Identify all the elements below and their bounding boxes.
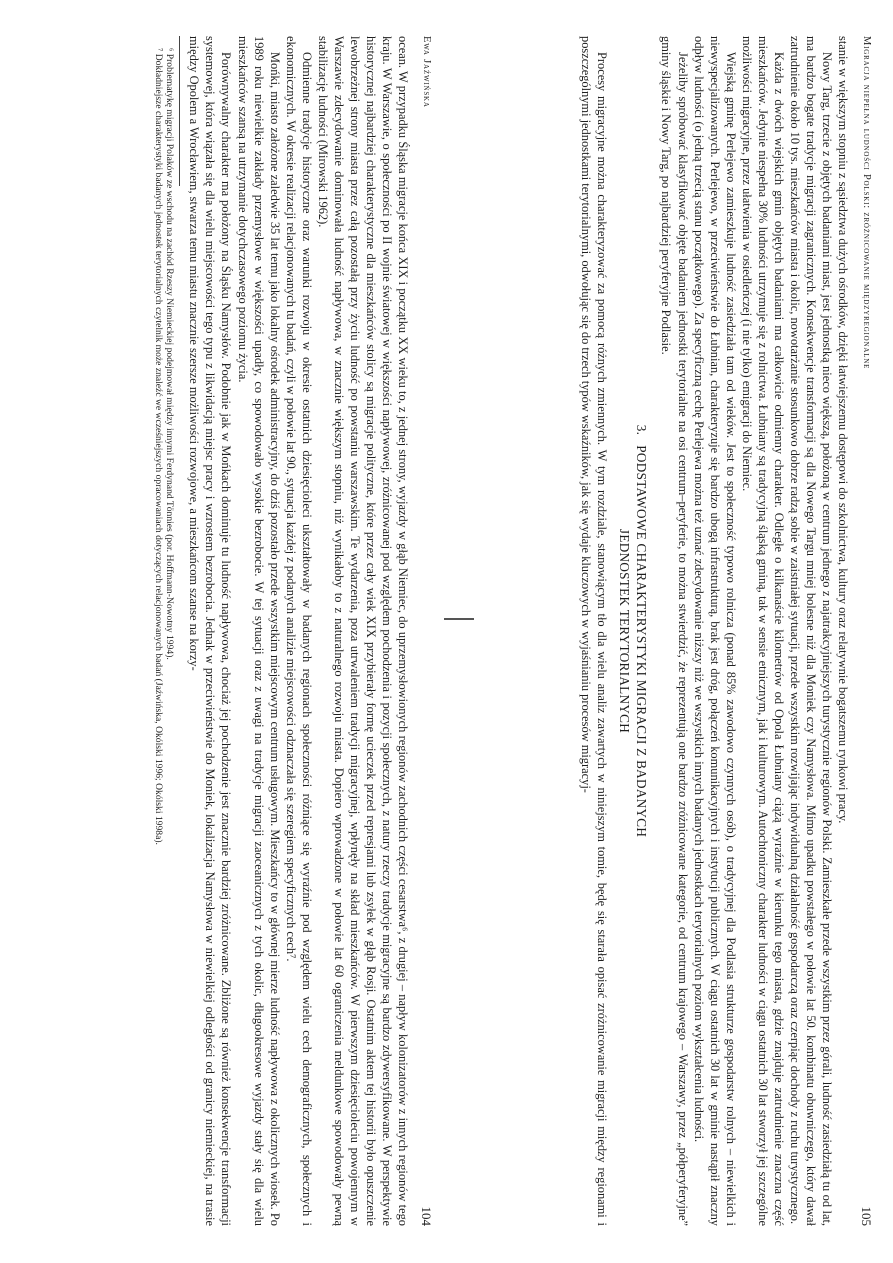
footnote-rule: [179, 36, 180, 186]
left-page-body: [20, 36, 411, 1226]
right-page: [460, 36, 875, 1226]
running-head-title: Migracja niepełna ludności Polski: zróżnicowanie międzyregionalne: [861, 36, 872, 370]
running-head-author: Ewa Jaźwińska: [421, 36, 432, 108]
paragraph: Każda z dwóch wiejskich gmin objętych badaniami ma całkowicie odmienny charakter. Odległe o kilkanaście kilometrów od Opola Łubniany ciążą wyraźnie w kierunku tego miasta, gdzie znajduje zatrudnienie znaczna część mieszkańców. Jedynie niespełna 30% ludności utrzymuje się z rolnictwa. Łubniany są tradycyjną śląską gminą, tak w sensie etnicznym, jak i kulturowym. Autochtoniczny charakter ludności w ciągu ostatnich 30 lat stworzył jej szczególne możliwości migracyjne, przez ułatwienia w osiedleńczej (i nie tylko) emigracji do Niemiec.: [739, 36, 786, 1226]
paragraph: Odmienne tradycje historyczne oraz warunki rozwoju w okresie ostatnich dziesięcioleci ukształtowały w badanych regionach społeczności różniące się wyraźnie pod względem wielu cech demograficznych, społecznych i ekonomicznych. W okresie realizacji relacjonowanych tu badań, czyli w połowie lat 90., sytuacja każdej z podanych analizie miejscowości odznaczała się szeregiem specyficznych cech⁷.: [283, 36, 314, 1226]
paragraph: ocean. W przypadku Śląska migracje końca XIX i początku XX wieku to, z jednej strony, wyjazdy w głąb Niemiec, do uprzemysłowionych regionów zachodnich części cesarstwa⁶, z drugiej – napływ kolonizatorów z innych regionów tego kraju. W Warszawie, o społeczności po II wojnie światowej w większości napływowej, zróżnicowanej pod względem pochodzenia i pozycji społecznych, z natury rzeczy tradycje migracyjne są bardzo zdywersyfikowane. W perspektywie historycznej najbardziej charakterystyczne dla mieszkańców stolicy są migracje polityczne, które przez cały wiek XIX przybierały formę ucieczek przed represjami lub zsyłek w głąb Rosji. Ostatnim aktem tej historii było opuszczenie lewobrzeżnej strony miasta przez całą pozostałą przy życiu ludność po powstaniu warszawskim. Te wydarzenia, poza utrwaleniem tradycji migracyjnej, wpłynęły na skład mieszkańców. W pierwszym dziesięcioleciu powojennym w Warszawie zdecydowanie dominowała ludność napływowa, w znacznie większym stopniu, niż wynikałoby to z naturalnego rozwoju miasta. Dopiero wprowadzone w połowie lat 60 ograniczenia meldunkowe spowodowały pewną stabilizację ludności (Mirowski 1962).: [315, 36, 410, 1226]
right-page-header: [857, 36, 875, 1226]
paragraph: Procesy migracyjne można charakteryzować za pomocą różnych zmiennych. W tym rozdziale, stanowiącym tło dla wielu analiz zawartych w niniejszym tomie, będę się starała opisać zróżnicowanie migracji między regionami i poszczególnymi jednostkami terytorialnymi, odwołując się do trzech typów wskaźników, jak się wydaje kluczowych w wyjaśnianiu procesów migracyj-: [579, 36, 610, 1226]
footnote-6: ⁶ Problematykę migracji Polaków ze wschodu na zachód Rzeszy Niemieckiej podejmował między innymi Ferdynand Tönnies (por. Hoffmann-Nowotny 1994).: [164, 48, 176, 660]
page-number-104: 104: [419, 1206, 434, 1226]
footnote-7: ⁷ Dokładniejsze charakterystyki badanych jednostek terytorialnych czytelnik może znaleźć we wcześniejszych opracowaniach dotyczących relacjonowanych badań (Jaźwińska, Okólski 1996; Okólski 1998a).: [152, 48, 164, 845]
paragraph: Mońki, miasto założone zaledwie 35 lat temu jako lokalny ośrodek administracyjny, do dziś pozostało przede wszystkim miejscowym centrum usługowym. Mieszkańcy to w głównej mierze ludność napływowa z okolicznych wiosek. Po 1989 roku niewielkie zakłady przemysłowe w większości upadły, co spowodowało wysokie bezrobocie. W tej sytuacji oraz z uwagi na tradycje migracji zaoceanicznych z tych okolic, długookresowe wyjazdy stały się dla wielu mieszkańców szansą na utrzymanie dotychczasowego poziomu życia.: [235, 36, 282, 1226]
left-page: [20, 36, 435, 1226]
gutter-mark: [444, 618, 474, 620]
right-page-body: [460, 36, 851, 1226]
paragraph: Nowy Targ, trzecie z objętych badaniami miast, jest jednostką nieco większą, położoną w centrum jednego z najatrakcyjniejszych turystycznie regionów Polski. Zamieszkałe przede wszystkim przez górali, ludność zasiedziałą tu od lat, ma bardzo bogate tradycje migracji zagranicznych. Konsekwencje transformacji są dla Nowego Targu mniej bolesne niż dla Moniek czy Namysłowa. Mimo upadku powstałego w połowie lat 50. kombinatu obuwniczego, który dawał zatrudnienie około 10 tys. mieszkańców miasta i okolic, nowotarżanie stosunkowo dobrze radzą sobie w zaistniałej sytuacji, przede wszystkim rozwijając indywidualną działalność gospodarczą oraz czerpiąc dochody z ruchu turystycznego.: [787, 36, 834, 1226]
section-heading: [616, 36, 650, 1226]
section-number: 3.: [634, 424, 650, 436]
paragraph: Wiejską gminę Perlejewo zamieszkuje ludność zasiedziała tam od wieków. Jest to społeczność typowo rolnicza (ponad 85% zawodowo czynnych osób), o tradycyjnej dla Podlasia strukturze gospodarstw rolnych – niewielkich i niewyspecjalizowanych. Perlejewo, w przeciwieństwie do Łubnian, charakteryzuje się bardzo ubogą infrastrukturą, brak jest dróg, połączeń komunikacyjnych i instytucji publicznych. W ciągu ostatnich 30 lat w gminie nastąpił znaczny odpływ ludności (o jedną trzecią stanu początkowego). Za specyficzną cechę Perlejewa można też uznać zdecydowanie niższy niż we wszystkich innych badanych jednostkach terytorialnych poziom wykształcenia ludności.: [691, 36, 738, 1226]
paragraph: Porównywalny charakter ma położony na Śląsku Namysłów. Podobnie jak w Mońkach dominuje tu ludność napływowa, chociaż jej pochodzenie jest znacznie bardziej zróżnicowane. Zbliżone są również konsekwencje transformacji systemowej, która wiązała się dla wielu miejscowości tego typu z likwidacją miejsc pracy i wzrostem bezrobocia. Jednak w przeciwieństwie do Moniek, lokalizacja Namysłowa w niewielkiej odległości od granicy niemieckiej, na trasie między Opolem a Wrocławiem, stwarza temu miastu znacznie szersze możliwości rozwojowe, a mieszkańcom szanse na korzy-: [187, 36, 234, 1226]
section-title-line-2: JEDNOSTEK TERYTORIALNYCH: [617, 528, 633, 734]
paragraph: Jeżeliby spróbować klasyfikować objęte badaniem jednostki terytorialne na osi centrum–peryferie, to można stwierdzić, że reprezentują one bardzo zróżnicowane kategorie, od centrum krajowego – Warszawy, przez „półperyferyjne” gminy śląskie i Nowy Targ, po najbardziej peryferyjne Podlasie.: [659, 36, 690, 1226]
paragraph: stanie w większym stopniu z sąsiedztwa dużych ośrodków, dzięki łatwiejszemu dostępowi do szkolnictwa, kultury oraz relatywnie bogatszemu rynkowi pracy.: [836, 36, 850, 824]
page-number-105: 105: [859, 1206, 874, 1226]
left-page-header: [417, 36, 435, 1226]
section-title-line-1: PODSTAWOWE CHARAKTERYSTYKI MIGRACJI Z BADANYCH: [634, 445, 650, 838]
